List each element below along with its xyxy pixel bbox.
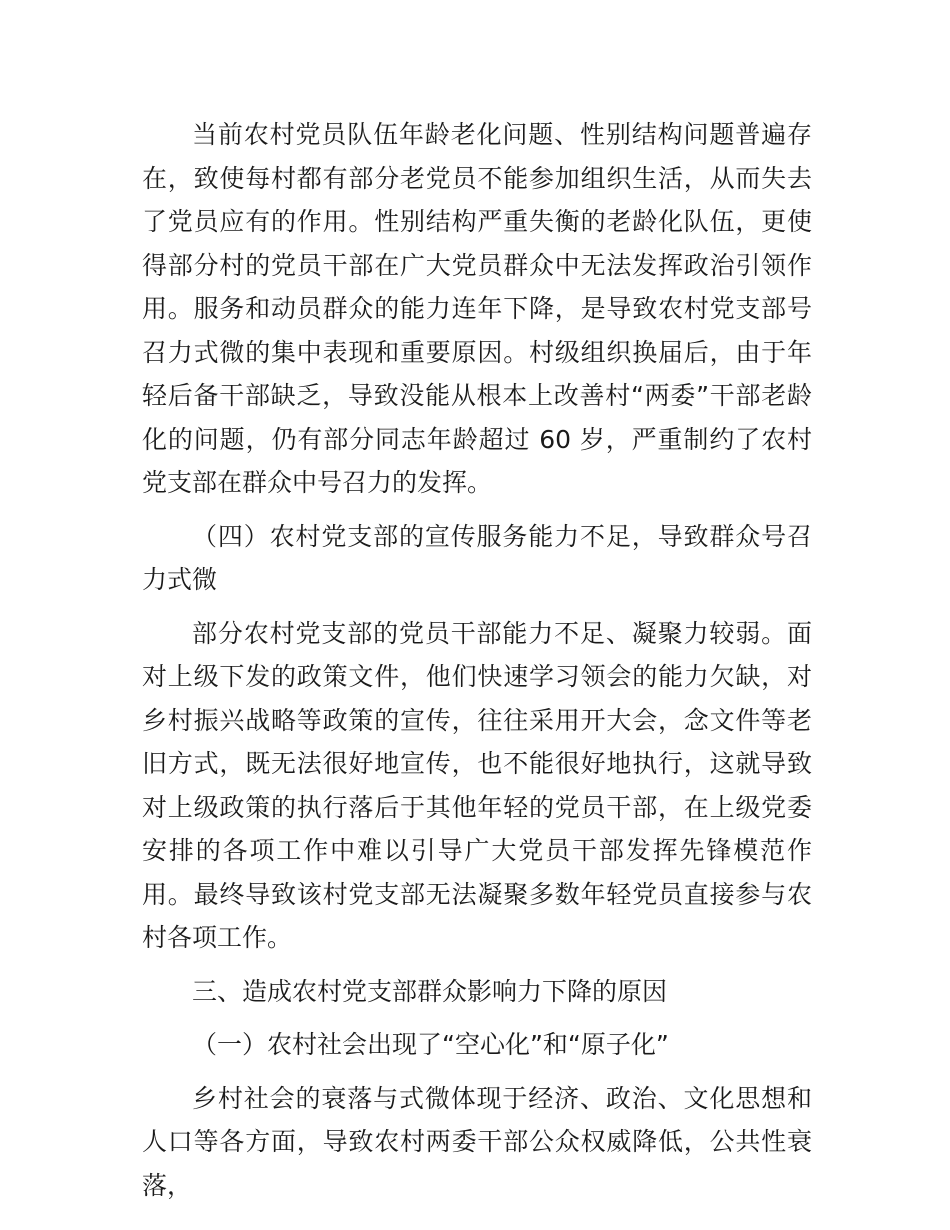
heading-part-three: 三、造成农村党支部群众影响力下降的原因 (192, 976, 668, 1006)
paragraph-insufficient-ability: 部分农村党支部的党员干部能力不足、凝聚力较弱。面对上级下发的政策文件，他们快速学习领会的能力欠缺，对乡村振兴战略等政策的宣传，往往采用开大会，念文件等老旧方式，既无法很好地宣传，也不能很好地执行，这就导致对上级政策的执行落后于其他年轻的党员干部，在上级党委安排的各项工作中难以引导广大党员干部发挥先锋模范作用。最终导致该村党支部无法凝聚多数年轻党员直接参与农村各项工作。 (142, 618, 812, 952)
paragraph-aging-members: 当前农村党员队伍年龄老化问题、性别结构问题普遍存在，致使每村都有部分老党员不能参加组织生活，从而失去了党员应有的作用。性别结构严重失衡的老龄化队伍，更使得部分村的党员干部在广大党员群众中无法发挥政治引领作用。服务和动员群众的能力连年下降，是导致农村党支部号召力式微的集中表现和重要原因。村级组织换届后，由于年轻后备干部缺乏，导致没能从根本上改善村“两委”干部老龄化的问题，仍有部分同志年龄超过 60 岁，严重制约了农村党支部在群众中号召力的发挥。 (142, 120, 812, 497)
paragraph-rural-decline: 乡村社会的衰落与式微体现于经济、政治、文化思想和人口等各方面，导致农村两委干部公众权威降低，公共性衰落， (142, 1083, 812, 1200)
document-body (142, 113, 812, 1207)
heading-section-four: （四）农村党支部的宣传服务能力不足，导致群众号召力式微 (142, 521, 812, 594)
heading-subsection-one: （一）农村社会出现了“空心化”和“原子化” (192, 1030, 669, 1059)
